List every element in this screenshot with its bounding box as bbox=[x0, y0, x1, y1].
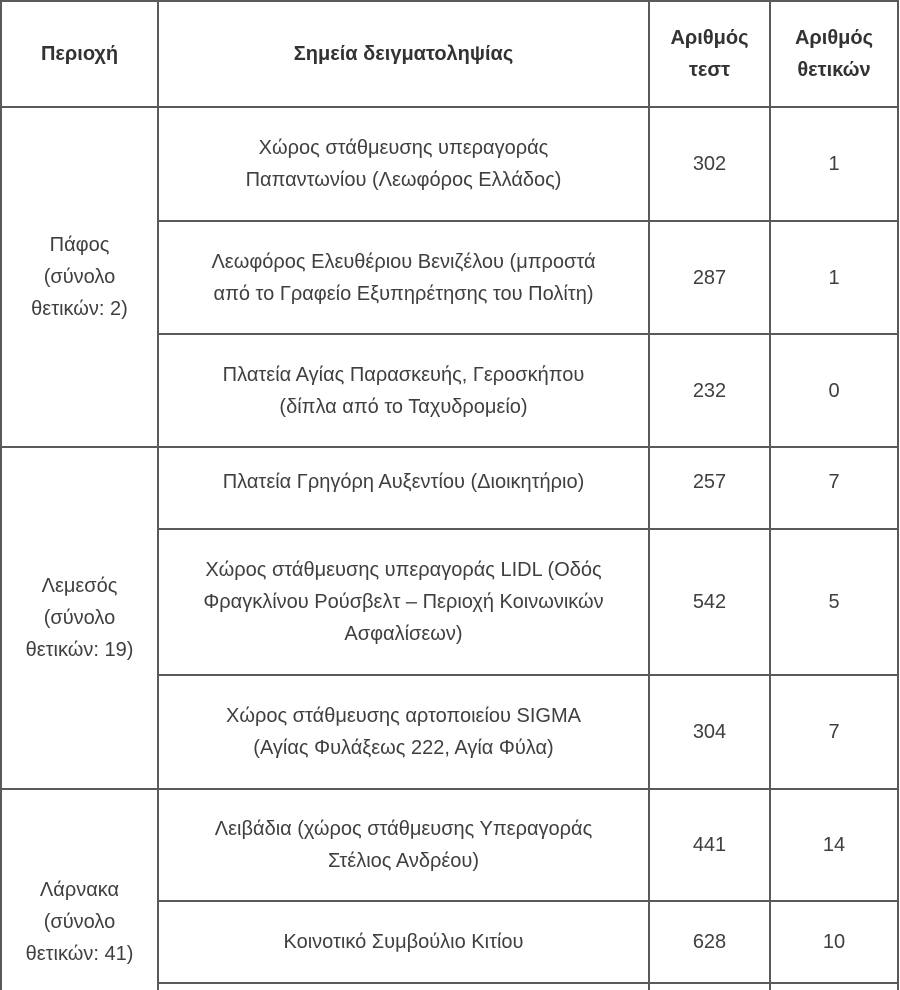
site-cell bbox=[158, 447, 649, 529]
site-line: Παπαντωνίου (Λεωφόρος Ελλάδος) bbox=[245, 169, 562, 191]
region-total-label: (σύνολο bbox=[43, 607, 116, 629]
positives-cell: 7 bbox=[770, 447, 898, 529]
region-name: Λάρνακα bbox=[39, 879, 120, 901]
positives-cell: 1 bbox=[770, 221, 898, 334]
region-total-label: (σύνολο bbox=[43, 911, 116, 933]
region-name: Λεμεσός bbox=[41, 575, 118, 597]
header-region: Περιοχή bbox=[1, 1, 158, 107]
table-row bbox=[1, 447, 898, 529]
tests-cell: 542 bbox=[649, 529, 770, 675]
positives-cell: 1 bbox=[770, 107, 898, 221]
site-line: Πλατεία Γρηγόρη Αυξεντίου (Διοικητήριο) bbox=[222, 471, 585, 493]
region-total-value: θετικών: 41) bbox=[25, 943, 134, 965]
site-cell bbox=[158, 983, 649, 990]
site-line: (Αγίας Φυλάξεως 222, Αγία Φύλα) bbox=[253, 737, 554, 759]
site-line: Λειβάδια (χώρος στάθμευσης Υπεραγοράς bbox=[214, 818, 593, 840]
site-cell bbox=[158, 221, 649, 334]
tests-cell: 441 bbox=[649, 789, 770, 901]
tests-cell: 232 bbox=[649, 334, 770, 447]
site-line: (δίπλα από το Ταχυδρομείο) bbox=[279, 395, 528, 418]
header-test-count bbox=[649, 1, 770, 107]
tests-cell: 302 bbox=[649, 107, 770, 221]
table-row bbox=[1, 107, 898, 221]
site-cell bbox=[158, 675, 649, 789]
table-row bbox=[1, 789, 898, 901]
tests-cell: 257 bbox=[649, 447, 770, 529]
positives-cell: 7 bbox=[770, 675, 898, 789]
tests-cell: 304 bbox=[649, 675, 770, 789]
region-total-value: θετικών: 2) bbox=[31, 298, 128, 320]
region-name: Πάφος bbox=[49, 234, 110, 256]
header-sampling-sites: Σημεία δειγματοληψίας bbox=[158, 1, 649, 107]
site-line: Κοινοτικό Συμβούλιο Κιτίου bbox=[283, 931, 524, 953]
region-total-label: (σύνολο bbox=[43, 266, 116, 288]
site-cell bbox=[158, 789, 649, 901]
tests-cell: 628 bbox=[649, 901, 770, 983]
site-line: από το Γραφείο Εξυπηρέτησης του Πολίτη) bbox=[213, 282, 594, 305]
site-line: Στέλιος Ανδρέου) bbox=[327, 850, 479, 872]
header-test-count-line1: Αριθμός bbox=[670, 27, 749, 49]
header-test-count-line2: τεστ bbox=[688, 59, 731, 81]
positives-cell: 14 bbox=[770, 789, 898, 901]
positives-cell: 10 bbox=[770, 901, 898, 983]
region-cell-pafos bbox=[1, 107, 158, 447]
site-cell bbox=[158, 334, 649, 447]
site-cell bbox=[158, 901, 649, 983]
site-line: Χώρος στάθμευσης υπεραγοράς LIDL (Οδός bbox=[205, 559, 602, 581]
site-cell bbox=[158, 529, 649, 675]
site-line: Χώρος στάθμευσης αρτοποιείου SIGMA bbox=[226, 705, 581, 727]
header-positive-count-line2: θετικών bbox=[797, 59, 871, 81]
site-line: Χώρος στάθμευσης υπεραγοράς bbox=[258, 137, 549, 159]
region-cell-larnaka bbox=[1, 789, 158, 990]
site-line: Φραγκλίνου Ρούσβελτ – Περιοχή Κοινωνικών bbox=[203, 591, 604, 613]
header-positive-count-line1: Αριθμός bbox=[794, 27, 874, 49]
tests-cell bbox=[649, 983, 770, 990]
site-cell bbox=[158, 107, 649, 221]
header-positive-count bbox=[770, 1, 898, 107]
region-total-value: θετικών: 19) bbox=[25, 639, 134, 661]
site-line: Πλατεία Αγίας Παρασκευής, Γεροσκήπου bbox=[222, 363, 585, 386]
positives-cell bbox=[770, 983, 898, 990]
site-line: Ασφαλίσεων) bbox=[344, 623, 463, 645]
site-line: Λεωφόρος Ελευθέριου Βενιζέλου (μπροστά bbox=[211, 250, 596, 273]
header-row bbox=[1, 1, 898, 107]
positives-cell: 0 bbox=[770, 334, 898, 447]
positives-cell: 5 bbox=[770, 529, 898, 675]
tests-cell: 287 bbox=[649, 221, 770, 334]
region-cell-lemesos bbox=[1, 447, 158, 789]
